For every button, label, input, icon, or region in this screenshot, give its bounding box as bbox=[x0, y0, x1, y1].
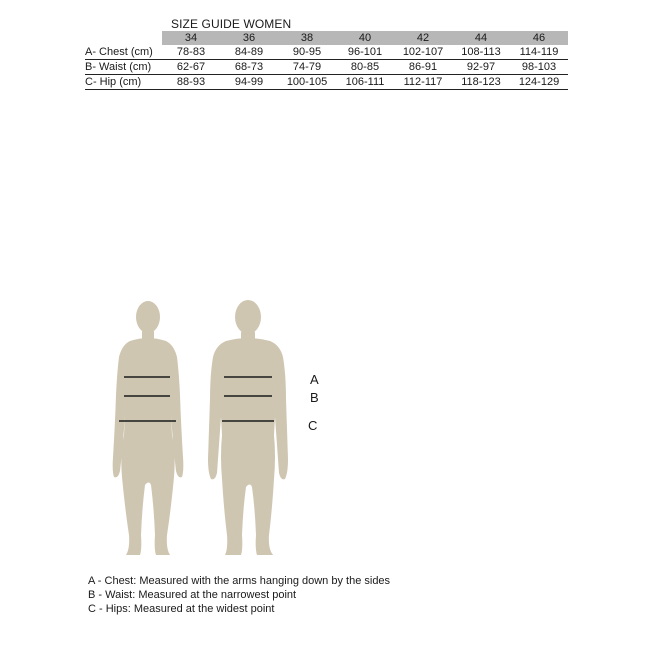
measure-letter-b: B bbox=[310, 390, 319, 405]
table-cell: 98-103 bbox=[510, 60, 568, 75]
row-label: C- Hip (cm) bbox=[85, 75, 162, 90]
table-cell: 108-113 bbox=[461, 46, 501, 58]
measurement-notes bbox=[88, 574, 390, 616]
size-header-cell: 44 bbox=[452, 31, 510, 45]
size-guide-title: SIZE GUIDE WOMEN bbox=[171, 17, 292, 31]
size-header-cell: 46 bbox=[510, 31, 568, 45]
table-cell: 74-79 bbox=[278, 60, 336, 75]
table-cell: 86-91 bbox=[394, 60, 452, 75]
table-row-hip bbox=[85, 75, 568, 90]
table-cell: 84-89 bbox=[234, 46, 264, 58]
table-cell: 78-83 bbox=[176, 46, 206, 58]
measure-letter-a: A bbox=[310, 372, 319, 387]
table-cell: 124-129 bbox=[510, 75, 568, 90]
size-header-cell: 38 bbox=[278, 31, 336, 45]
table-cell: 106-111 bbox=[336, 75, 394, 90]
body-silhouettes bbox=[100, 295, 340, 565]
table-cell: 114-119 bbox=[519, 46, 559, 58]
size-header-cell: 36 bbox=[220, 31, 278, 45]
size-header-cell: 40 bbox=[336, 31, 394, 45]
note-waist: B - Waist: Measured at the narrowest point bbox=[88, 589, 297, 601]
table-cell: 112-117 bbox=[394, 75, 452, 90]
note-hips: C - Hips: Measured at the widest point bbox=[88, 603, 275, 615]
table-cell: 94-99 bbox=[220, 75, 278, 90]
table-cell: 100-105 bbox=[278, 75, 336, 90]
table-cell: 62-67 bbox=[162, 60, 220, 75]
table-cell: 92-97 bbox=[452, 60, 510, 75]
size-guide-table bbox=[85, 31, 568, 90]
row-label: B- Waist (cm) bbox=[85, 60, 162, 75]
size-header-cell: 34 bbox=[162, 31, 220, 45]
table-cell: 118-123 bbox=[452, 75, 510, 90]
table-corner-cell bbox=[85, 31, 162, 45]
table-cell: 88-93 bbox=[162, 75, 220, 90]
size-header-row bbox=[85, 31, 568, 45]
female-figure bbox=[113, 301, 184, 555]
measure-letter-c: C bbox=[308, 418, 318, 433]
male-figure bbox=[208, 300, 288, 555]
table-row-waist bbox=[85, 60, 568, 75]
row-label: A- Chest (cm) bbox=[85, 46, 153, 58]
table-cell: 96-101 bbox=[347, 46, 383, 58]
table-row-chest bbox=[85, 45, 568, 60]
table-cell: 68-73 bbox=[220, 60, 278, 75]
table-cell: 80-85 bbox=[336, 60, 394, 75]
note-chest: A - Chest: Measured with the arms hanging down by the sides bbox=[88, 575, 391, 587]
table-cell: 90-95 bbox=[292, 46, 322, 58]
table-cell: 102-107 bbox=[402, 46, 444, 58]
size-header-cell: 42 bbox=[394, 31, 452, 45]
